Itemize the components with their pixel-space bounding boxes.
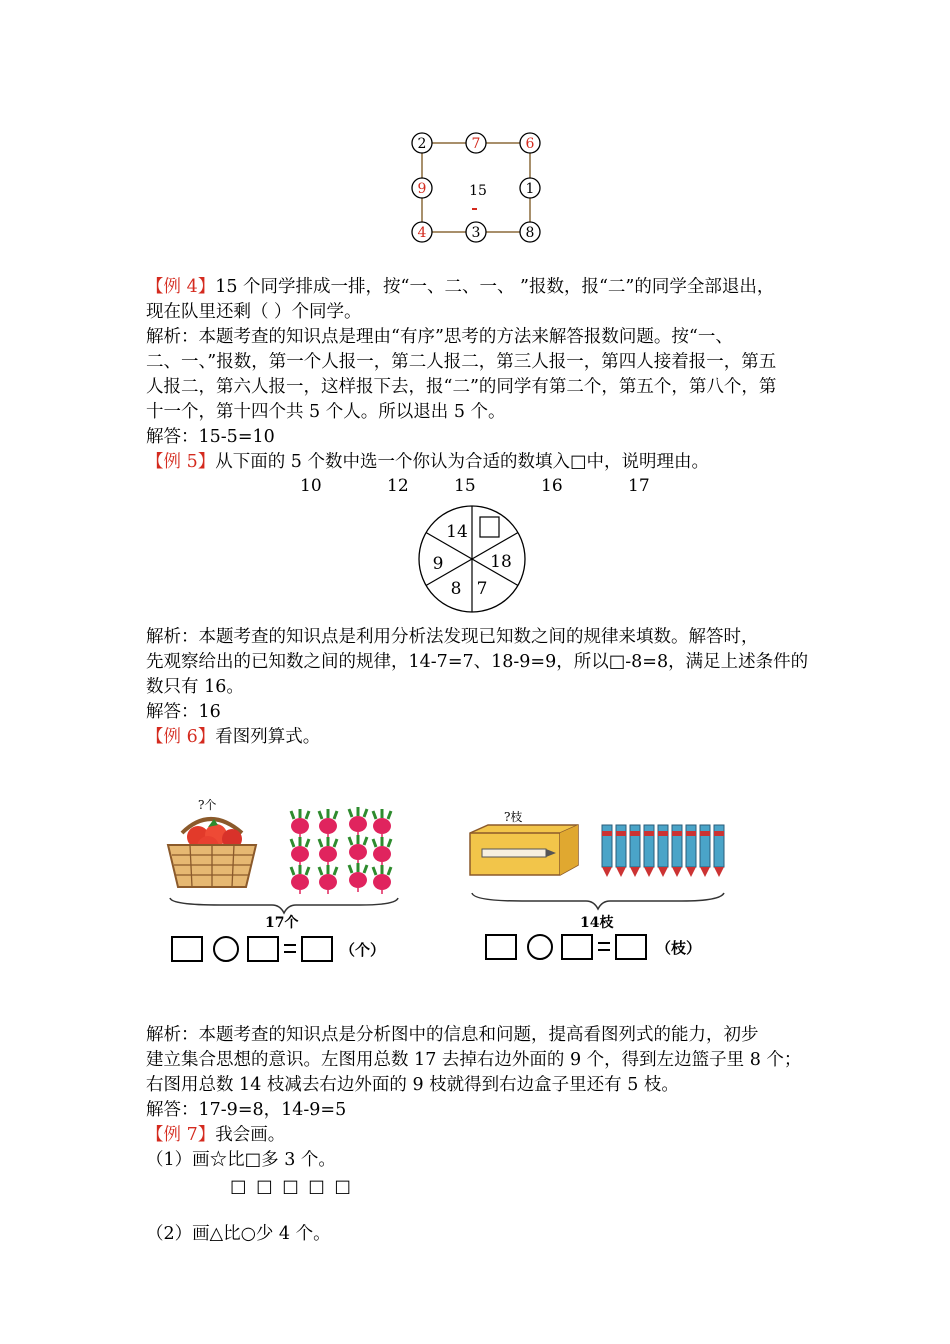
ex5-choice: 17 [628, 476, 650, 496]
wheel-num-bottom-right: 7 [476, 579, 488, 599]
ex4-question-line2: 现在队里还剩（ ）个同学。 [146, 302, 362, 322]
puzzle-num-bot-right: 8 [525, 225, 535, 241]
ex5-choices [0, 476, 950, 500]
ex7-item2: （2）画△比○少 4 个。 [146, 1224, 331, 1244]
pens-group-icon [602, 825, 724, 877]
ex4-analysis-line4: 十一个，第十四个共 5 个人。所以退出 5 个。 [146, 402, 506, 422]
ex4-question-line1: 【例 4】15 个同学排成一排，按“一、二、一、 ”报数，报“二”的同学全部退出， [146, 277, 775, 297]
ex5-question: 【例 5】从下面的 5 个数中选一个你认为合适的数填入□中，说明理由。 [146, 452, 709, 472]
ex4-analysis-line2: 二、一、”报数，第一个人报一，第二人报二，第三人报一，第四人接着报一，第五 [146, 352, 777, 372]
ex5-tag: 【例 5】 [146, 452, 216, 472]
ex6-question: 【例 6】看图列算式。 [146, 727, 321, 747]
puzzle-num-bot-left: 4 [417, 225, 427, 241]
pencil-box-icon [470, 825, 578, 875]
wheel-num-bottom-left: 8 [450, 579, 462, 599]
ex5-blank-box [480, 517, 499, 537]
wheel-num-right: 18 [490, 552, 512, 572]
ex6-left-figure [160, 795, 420, 970]
ex7-item1-boxes: □ □ □ □ □ [230, 1177, 353, 1197]
ex5-answer: 解答：16 [146, 702, 221, 722]
wheel-num-top-left: 14 [446, 522, 468, 542]
ex6-answer: 解答：17-9=8，14-9=5 [146, 1100, 347, 1120]
ex5-analysis-line3: 数只有 16。 [146, 677, 244, 697]
puzzle-num-top-right: 6 [525, 136, 535, 152]
ex5-number-wheel [415, 503, 530, 615]
radish-group-icon [291, 807, 391, 894]
ex5-choice: 15 [454, 476, 476, 496]
puzzle-num-bot-mid: 3 [471, 225, 481, 241]
ex6-left-question-label: ?个 [198, 798, 217, 812]
ex7-item1: （1）画☆比□多 3 个。 [146, 1150, 336, 1170]
puzzle-num-mid-right: 1 [525, 181, 535, 197]
ex7-title: 【例 7】我会画。 [146, 1125, 286, 1145]
ex7-tag: 【例 7】 [146, 1125, 216, 1145]
puzzle-num-top-mid: 7 [471, 136, 481, 152]
puzzle-center-sum: 15 [469, 183, 487, 199]
ex4-answer: 解答：15-5=10 [146, 427, 275, 447]
ex6-analysis-line1: 解析：本题考查的知识点是分析图中的信息和问题，提高看图列式的能力，初步 [146, 1025, 759, 1045]
ex4-analysis-line1: 解析：本题考查的知识点是理由“有序”思考的方法来解答报数问题。按“一、 [146, 327, 733, 347]
ex6-analysis-line2: 建立集合思想的意识。左图用总数 17 去掉右边外面的 9 个，得到左边篮子里 8 个； [146, 1050, 802, 1070]
wheel-num-left: 9 [432, 554, 444, 574]
square-puzzle-figure [400, 120, 560, 255]
ex5-analysis-line2: 先观察给出的已知数之间的规律，14-7=7、18-9=9，所以□-8=8，满足上述条件的 [146, 652, 809, 672]
ex4-analysis-line3: 人报二，第六人报一，这样报下去，报“二”的同学有第二个，第五个，第八个，第 [146, 377, 777, 397]
ex6-right-unit: （枝） [656, 939, 702, 957]
ex4-tag: 【例 4】 [146, 277, 216, 297]
ex6-right-figure [462, 805, 742, 970]
ex6-tag: 【例 6】 [146, 727, 216, 747]
puzzle-num-mid-left: 9 [417, 181, 427, 197]
ex6-left-total: 17个 [265, 915, 299, 931]
ex6-right-total: 14枝 [580, 915, 614, 931]
ex6-analysis-line3: 右图用总数 14 枝减去右边外面的 9 枝就得到右边盒子里还有 5 枝。 [146, 1075, 679, 1095]
ex5-analysis-line1: 解析：本题考查的知识点是利用分析法发现已知数之间的规律来填数。解答时， [146, 627, 759, 647]
basket-icon [168, 819, 256, 887]
ex6-right-question-label: ?枝 [504, 810, 523, 824]
ex5-choice: 16 [541, 476, 563, 496]
ex6-left-unit: （个） [340, 941, 386, 959]
puzzle-num-top-left: 2 [417, 136, 427, 152]
ex5-choice: 10 [300, 476, 322, 496]
ex5-choice: 12 [387, 476, 409, 496]
